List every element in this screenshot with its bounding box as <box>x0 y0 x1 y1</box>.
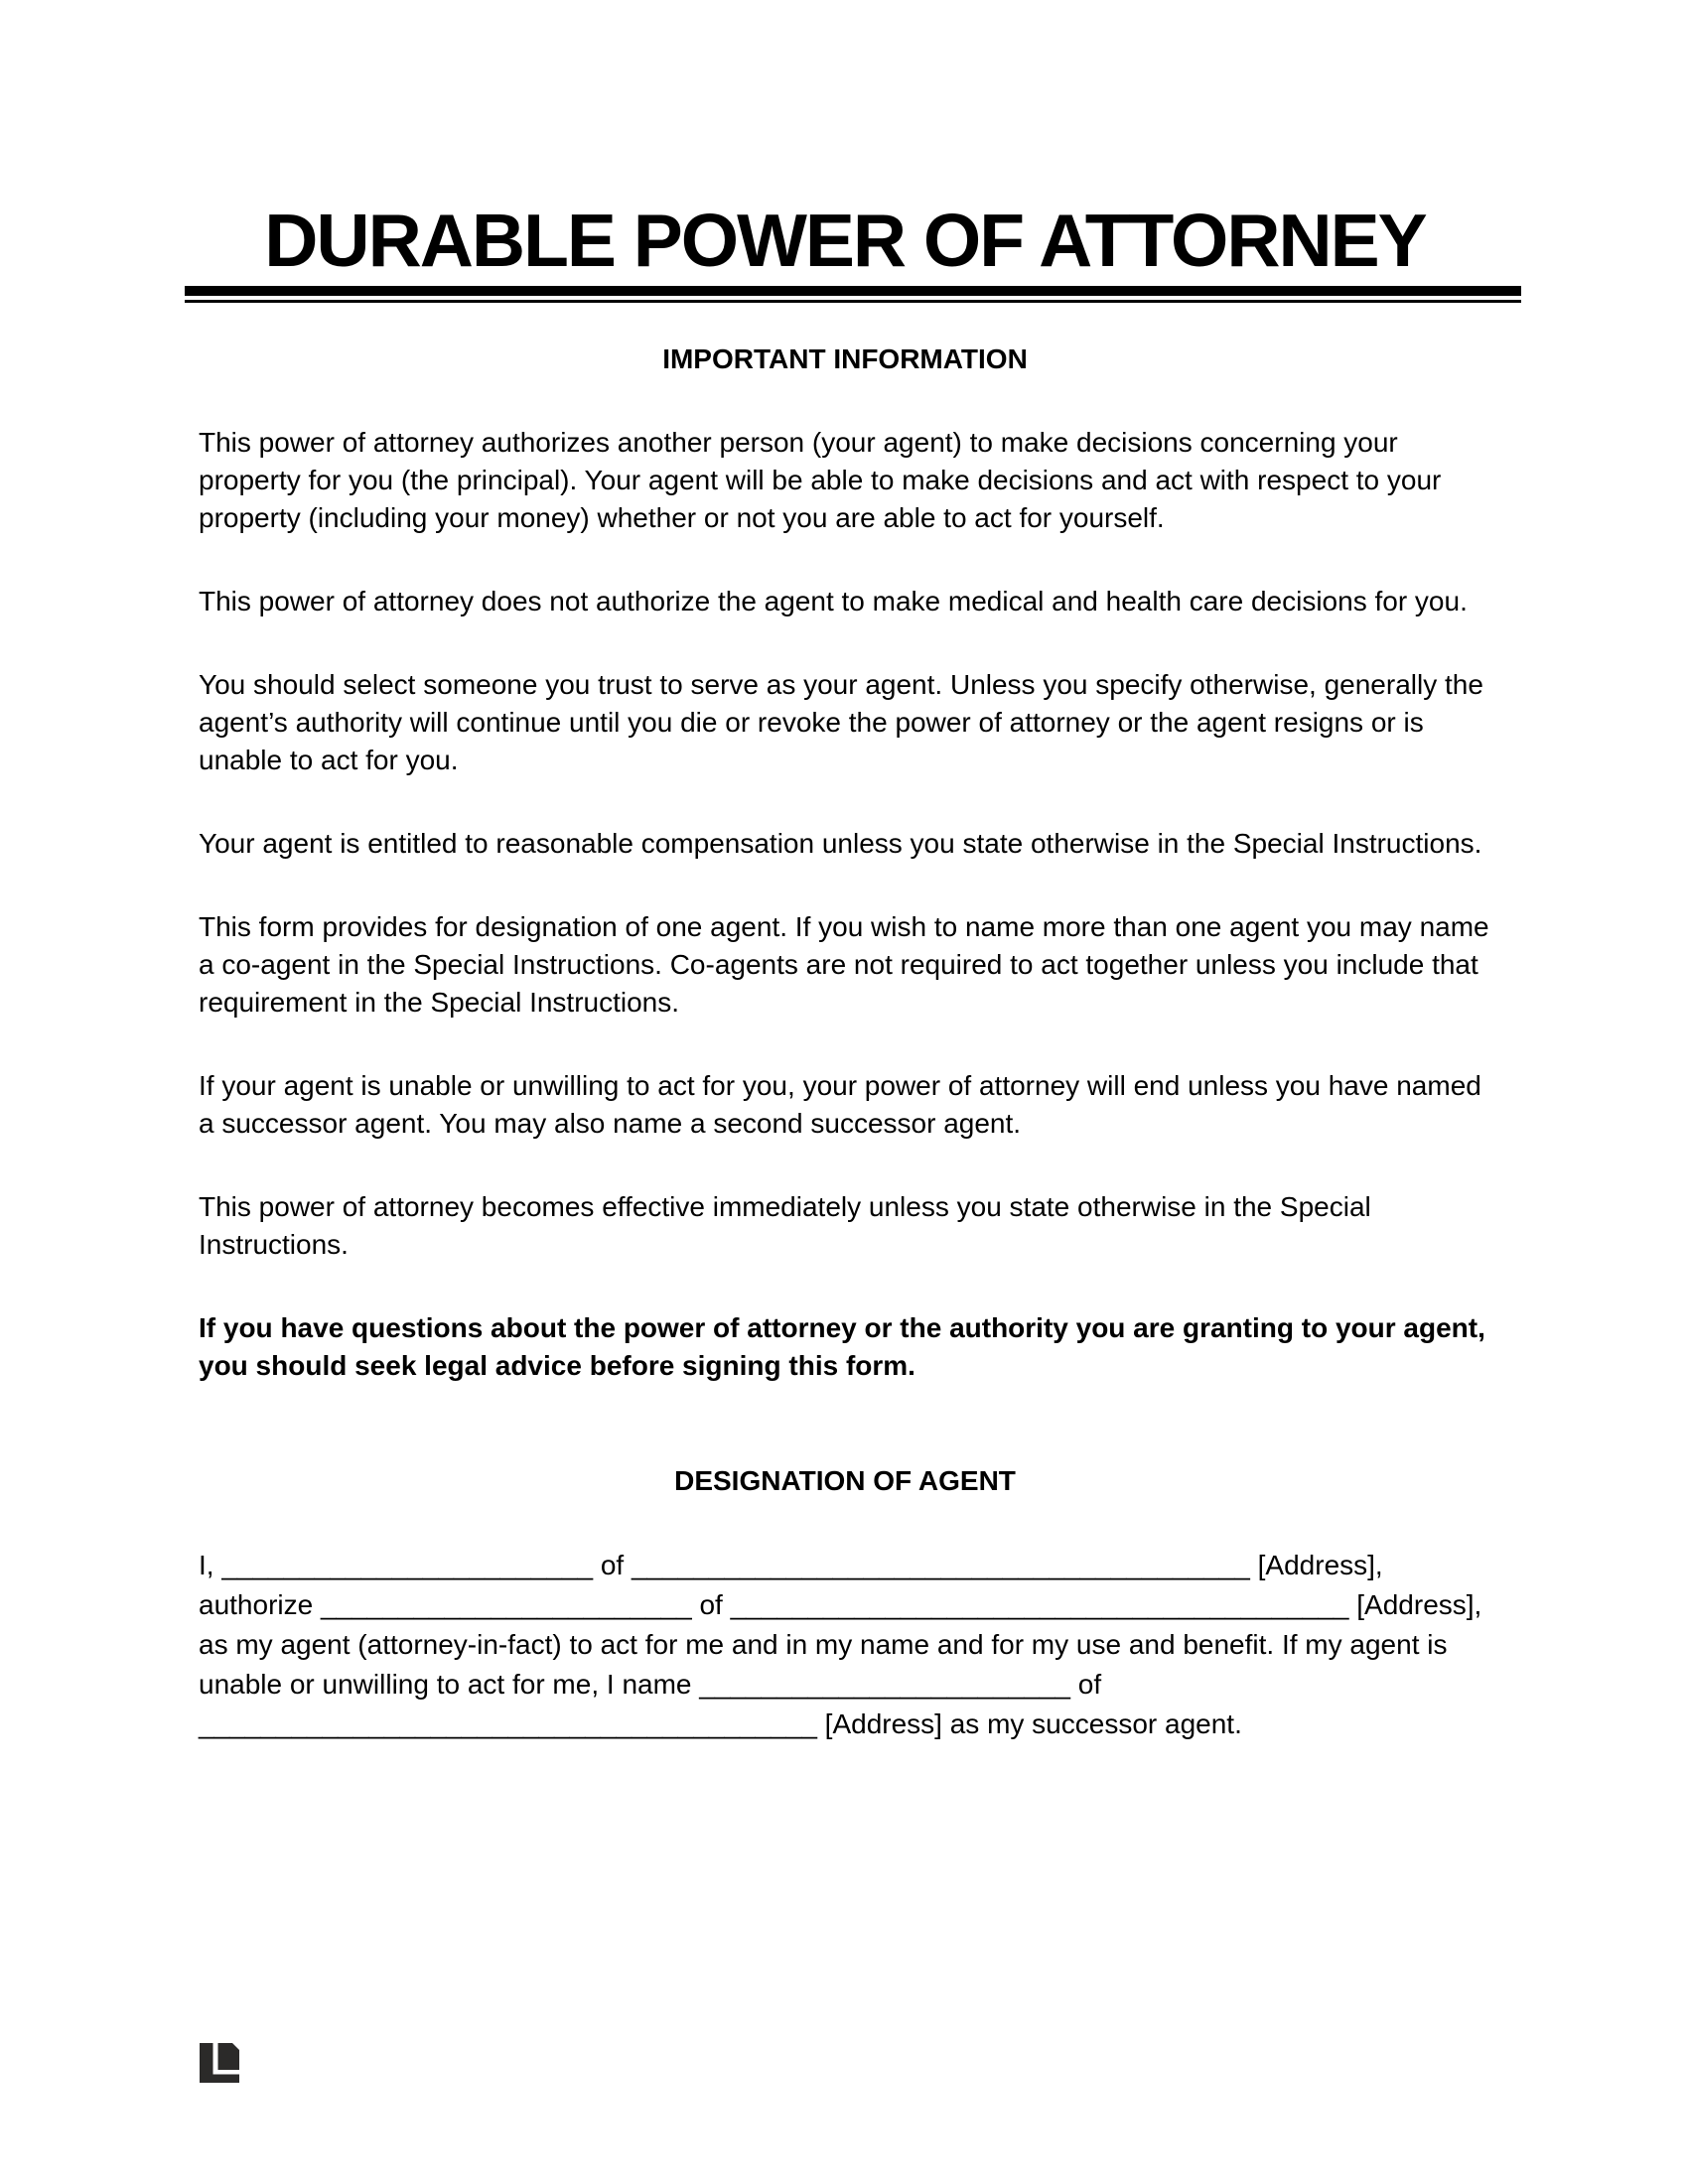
info-paragraph-8-legal-advice-notice: If you have questions about the power of attorney or the authority you are granting to your agent, you should seek legal advice before signing this form. <box>199 1312 1485 1381</box>
section-heading-designation-of-agent: DESIGNATION OF AGENT <box>674 1465 1016 1496</box>
info-paragraph-7: This power of attorney becomes effective immediately unless you state otherwise in the Special Instructions. <box>199 1191 1371 1260</box>
section-heading-important-information: IMPORTANT INFORMATION <box>662 343 1028 374</box>
info-paragraph-2: This power of attorney does not authorize the agent to make medical and health care decisions for you. <box>199 586 1468 616</box>
designation-line-agent-name-address: authorize ________________________ of ________________________________________ [Address], <box>199 1589 1482 1620</box>
document-title: DURABLE POWER OF ATTORNEY <box>264 199 1426 282</box>
divider-thick-bar <box>185 286 1521 296</box>
info-paragraph-3: You should select someone you trust to serve as your agent. Unless you specify otherwise, generally the agent’s authority will continue until you die or revoke the power of attorney or the agent resigns or is unable to act for you. <box>199 669 1483 775</box>
designation-paragraph <box>199 1546 1491 1744</box>
title-divider <box>185 286 1521 303</box>
designation-line-principal-name-address: I, ________________________ of ________________________________________ [Address], <box>199 1550 1383 1580</box>
info-paragraph-1: This power of attorney authorizes another person (your agent) to make decisions concerning your property for you (the principal). Your agent will be able to make decisions and act with respect to your property (including your money) whether or not you are able to act for yourself. <box>199 427 1442 533</box>
info-paragraph-6: If your agent is unable or unwilling to act for you, your power of attorney will end unless you have named a successor agent. You may also name a second successor agent. <box>199 1070 1481 1139</box>
legal-templates-logo-icon <box>200 2043 239 2083</box>
info-paragraph-5: This form provides for designation of one agent. If you wish to name more than one agent you may name a co-agent in the Special Instructions. Co-agents are not required to act together unless you include that requirement in the Special Instructions. <box>199 911 1489 1018</box>
designation-line-agent-powers: as my agent (attorney-in-fact) to act for me and in my name and for my use and benefit. If my agent is <box>199 1629 1448 1660</box>
divider-thin-bar <box>185 300 1521 303</box>
designation-line-successor-name: unable or unwilling to act for me, I name ________________________ of <box>199 1669 1102 1700</box>
info-paragraph-4: Your agent is entitled to reasonable compensation unless you state otherwise in the Special Instructions. <box>199 828 1482 859</box>
designation-line-successor-address: ________________________________________ [Address] as my successor agent. <box>199 1708 1242 1739</box>
logo-document-shape <box>218 2043 240 2070</box>
